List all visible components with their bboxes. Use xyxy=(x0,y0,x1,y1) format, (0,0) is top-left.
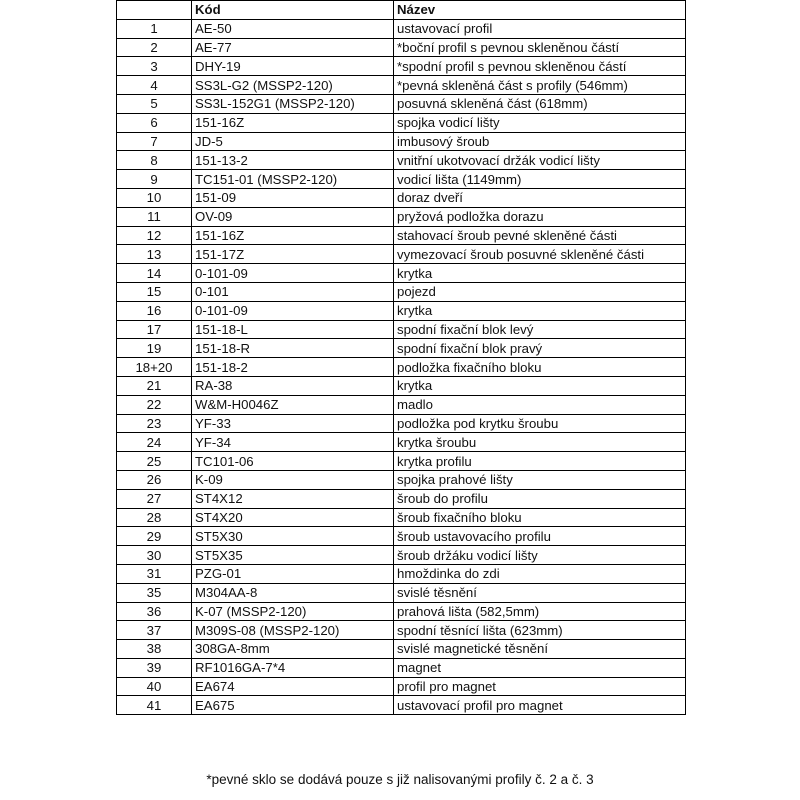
row-code: K-09 xyxy=(192,470,394,489)
row-name: spodní fixační blok pravý xyxy=(394,339,686,358)
row-number: 29 xyxy=(117,527,192,546)
table-row xyxy=(117,226,686,245)
row-code: SS3L-G2 (MSSP2-120) xyxy=(192,76,394,95)
row-name: doraz dveří xyxy=(394,188,686,207)
row-code: M309S-08 (MSSP2-120) xyxy=(192,621,394,640)
row-name: pojezd xyxy=(394,282,686,301)
row-number: 38 xyxy=(117,640,192,659)
row-name: prahová lišta (582,5mm) xyxy=(394,602,686,621)
row-number: 3 xyxy=(117,57,192,76)
row-number: 30 xyxy=(117,546,192,565)
row-number: 18+20 xyxy=(117,358,192,377)
row-number: 39 xyxy=(117,658,192,677)
table-row xyxy=(117,658,686,677)
row-number: 1 xyxy=(117,19,192,38)
row-name: madlo xyxy=(394,395,686,414)
row-name: ustavovací profil xyxy=(394,19,686,38)
row-number: 11 xyxy=(117,207,192,226)
table-row xyxy=(117,132,686,151)
table-row xyxy=(117,583,686,602)
table-row xyxy=(117,264,686,283)
row-number: 41 xyxy=(117,696,192,715)
row-code: RA-38 xyxy=(192,376,394,395)
row-name: magnet xyxy=(394,658,686,677)
row-name: vodicí lišta (1149mm) xyxy=(394,170,686,189)
row-name: šroub ustavovacího profilu xyxy=(394,527,686,546)
row-code: 308GA-8mm xyxy=(192,640,394,659)
row-code: 151-16Z xyxy=(192,113,394,132)
row-code: 151-09 xyxy=(192,188,394,207)
row-code: 151-13-2 xyxy=(192,151,394,170)
row-code: TC101-06 xyxy=(192,452,394,471)
row-number: 21 xyxy=(117,376,192,395)
row-name: podložka fixačního bloku xyxy=(394,358,686,377)
row-number: 15 xyxy=(117,282,192,301)
row-number: 17 xyxy=(117,320,192,339)
table-row xyxy=(117,57,686,76)
table-row xyxy=(117,282,686,301)
table-row xyxy=(117,640,686,659)
row-name: svislé těsnění xyxy=(394,583,686,602)
row-code: AE-77 xyxy=(192,38,394,57)
table-row xyxy=(117,696,686,715)
row-code: 0-101-09 xyxy=(192,264,394,283)
row-name: podložka pod krytku šroubu xyxy=(394,414,686,433)
row-name: hmoždinka do zdi xyxy=(394,564,686,583)
table-row xyxy=(117,602,686,621)
row-code: ST4X20 xyxy=(192,508,394,527)
row-name: šroub držáku vodicí lišty xyxy=(394,546,686,565)
row-name: šroub do profilu xyxy=(394,489,686,508)
row-number: 12 xyxy=(117,226,192,245)
row-number: 26 xyxy=(117,470,192,489)
table-row xyxy=(117,527,686,546)
row-number: 7 xyxy=(117,132,192,151)
row-code: EA675 xyxy=(192,696,394,715)
row-number: 14 xyxy=(117,264,192,283)
row-number: 8 xyxy=(117,151,192,170)
table-row xyxy=(117,564,686,583)
footnote: *pevné sklo se dodává pouze s již nalisovanými profily č. 2 a č. 3 xyxy=(206,772,594,787)
table-row xyxy=(117,151,686,170)
row-number: 37 xyxy=(117,621,192,640)
row-code: 0-101-09 xyxy=(192,301,394,320)
table-row xyxy=(117,76,686,95)
row-code: ST5X30 xyxy=(192,527,394,546)
row-number: 5 xyxy=(117,94,192,113)
table-row xyxy=(117,546,686,565)
table-row xyxy=(117,508,686,527)
row-code: OV-09 xyxy=(192,207,394,226)
row-code: ST4X12 xyxy=(192,489,394,508)
table-row xyxy=(117,170,686,189)
row-code: 151-18-L xyxy=(192,320,394,339)
table-row xyxy=(117,395,686,414)
row-name: šroub fixačního bloku xyxy=(394,508,686,527)
table-row xyxy=(117,245,686,264)
row-number: 40 xyxy=(117,677,192,696)
table-row xyxy=(117,38,686,57)
row-code: JD-5 xyxy=(192,132,394,151)
table-row xyxy=(117,320,686,339)
table-row xyxy=(117,358,686,377)
row-name: *pevná skleněná část s profily (546mm) xyxy=(394,76,686,95)
row-code: 151-17Z xyxy=(192,245,394,264)
table-row xyxy=(117,489,686,508)
row-name: posuvná skleněná část (618mm) xyxy=(394,94,686,113)
row-number: 22 xyxy=(117,395,192,414)
row-name: krytka profilu xyxy=(394,452,686,471)
table-row xyxy=(117,94,686,113)
row-name: krytka xyxy=(394,264,686,283)
row-name: krytka xyxy=(394,376,686,395)
row-number: 4 xyxy=(117,76,192,95)
row-number: 31 xyxy=(117,564,192,583)
row-number: 35 xyxy=(117,583,192,602)
table-row xyxy=(117,339,686,358)
table-row xyxy=(117,113,686,132)
row-code: EA674 xyxy=(192,677,394,696)
table-row xyxy=(117,677,686,696)
row-number: 24 xyxy=(117,433,192,452)
row-name: profil pro magnet xyxy=(394,677,686,696)
table-row xyxy=(117,376,686,395)
row-name: stahovací šroub pevné skleněné části xyxy=(394,226,686,245)
row-number: 9 xyxy=(117,170,192,189)
row-code: 0-101 xyxy=(192,282,394,301)
row-number: 23 xyxy=(117,414,192,433)
row-name: krytka xyxy=(394,301,686,320)
row-code: SS3L-152G1 (MSSP2-120) xyxy=(192,94,394,113)
row-code: K-07 (MSSP2-120) xyxy=(192,602,394,621)
row-code: ST5X35 xyxy=(192,546,394,565)
table-row xyxy=(117,470,686,489)
header-name: Název xyxy=(394,1,686,20)
table-row xyxy=(117,433,686,452)
row-code: YF-33 xyxy=(192,414,394,433)
row-name: krytka šroubu xyxy=(394,433,686,452)
row-name: pryžová podložka dorazu xyxy=(394,207,686,226)
row-code: RF1016GA-7*4 xyxy=(192,658,394,677)
row-code: YF-34 xyxy=(192,433,394,452)
table-row xyxy=(117,621,686,640)
row-name: imbusový šroub xyxy=(394,132,686,151)
row-name: ustavovací profil pro magnet xyxy=(394,696,686,715)
row-code: 151-18-2 xyxy=(192,358,394,377)
row-code: M304AA-8 xyxy=(192,583,394,602)
row-name: vnitřní ukotvovací držák vodicí lišty xyxy=(394,151,686,170)
table-row xyxy=(117,19,686,38)
header-code: Kód xyxy=(192,1,394,20)
row-code: 151-16Z xyxy=(192,226,394,245)
row-name: spodní těsnící lišta (623mm) xyxy=(394,621,686,640)
header-row xyxy=(117,1,686,20)
row-number: 27 xyxy=(117,489,192,508)
row-name: *boční profil s pevnou skleněnou částí xyxy=(394,38,686,57)
table-row xyxy=(117,188,686,207)
row-name: *spodní profil s pevnou skleněnou částí xyxy=(394,57,686,76)
row-number: 16 xyxy=(117,301,192,320)
table-row xyxy=(117,301,686,320)
header-number xyxy=(117,1,192,20)
row-number: 36 xyxy=(117,602,192,621)
row-number: 19 xyxy=(117,339,192,358)
row-code: W&M-H0046Z xyxy=(192,395,394,414)
row-number: 28 xyxy=(117,508,192,527)
row-code: 151-18-R xyxy=(192,339,394,358)
parts-table xyxy=(116,0,686,715)
row-code: DHY-19 xyxy=(192,57,394,76)
table-row xyxy=(117,414,686,433)
row-name: spodní fixační blok levý xyxy=(394,320,686,339)
row-number: 2 xyxy=(117,38,192,57)
row-name: svislé magnetické těsnění xyxy=(394,640,686,659)
row-number: 25 xyxy=(117,452,192,471)
row-number: 13 xyxy=(117,245,192,264)
row-number: 6 xyxy=(117,113,192,132)
row-name: spojka prahové lišty xyxy=(394,470,686,489)
row-name: spojka vodicí lišty xyxy=(394,113,686,132)
table-row xyxy=(117,207,686,226)
row-number: 10 xyxy=(117,188,192,207)
row-code: AE-50 xyxy=(192,19,394,38)
row-code: TC151-01 (MSSP2-120) xyxy=(192,170,394,189)
row-code: PZG-01 xyxy=(192,564,394,583)
row-name: vymezovací šroub posuvné skleněné části xyxy=(394,245,686,264)
table-row xyxy=(117,452,686,471)
